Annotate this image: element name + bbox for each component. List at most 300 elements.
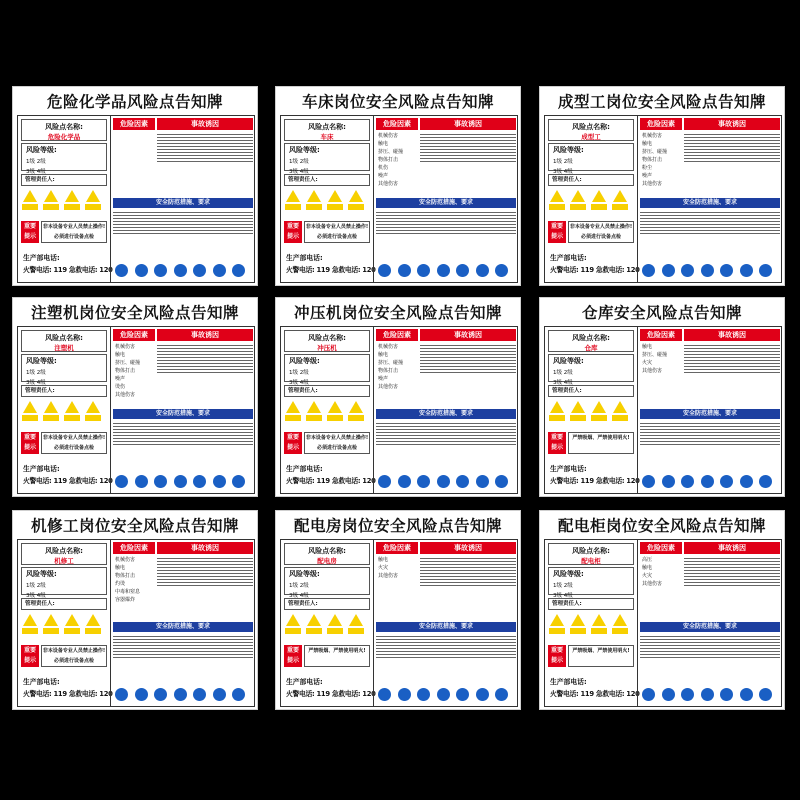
safety-measures-text xyxy=(113,421,253,471)
risk-name-box xyxy=(21,543,107,565)
mandatory-sign-icon xyxy=(642,264,655,277)
text-line xyxy=(376,230,516,231)
production-phone-label: 生产部电话: xyxy=(286,254,323,262)
accident-causes-header: 事故诱因 xyxy=(157,118,253,130)
text-line xyxy=(684,345,780,346)
warning-sign-plate xyxy=(549,628,565,634)
warning-sign-plate xyxy=(64,204,80,210)
text-line xyxy=(684,579,780,580)
warning-triangle-icon xyxy=(550,614,564,626)
mandatory-sign-icon xyxy=(115,264,128,277)
important-notice xyxy=(284,432,370,454)
mandatory-sign-icon xyxy=(378,688,391,701)
warning-sign-plate xyxy=(306,628,322,634)
sign-title: 机修工岗位安全风险点告知牌 xyxy=(30,517,239,535)
warning-triangle-icon xyxy=(286,190,300,202)
warning-triangle-icon xyxy=(23,401,37,413)
safety-measures-text xyxy=(376,634,516,684)
text-line xyxy=(113,218,253,219)
risk-factor-item: 机械伤害 xyxy=(642,133,663,139)
text-line xyxy=(684,558,780,559)
risk-factor-item: 火灾 xyxy=(642,573,653,579)
warning-triangle-icon xyxy=(349,614,363,626)
mandatory-sign-icon xyxy=(662,475,675,488)
mandatory-sign-icon xyxy=(213,264,226,277)
warning-triangle-icon xyxy=(328,190,342,202)
sign-card xyxy=(12,86,258,286)
mandatory-sign-icon xyxy=(193,475,206,488)
warning-triangle-icon xyxy=(44,614,58,626)
text-line xyxy=(420,363,516,364)
warning-triangle-icon xyxy=(23,190,37,202)
risk-factors-header: 危险因素 xyxy=(640,118,682,130)
important-tag xyxy=(284,645,302,667)
risk-factor-item: 噪声 xyxy=(642,173,653,179)
text-line xyxy=(684,585,780,586)
text-line xyxy=(113,215,253,216)
warning-sign-plate xyxy=(306,415,322,421)
level-row: 3级 4级 xyxy=(553,593,573,599)
mandatory-sign-icon xyxy=(193,264,206,277)
text-line xyxy=(113,642,253,643)
sign-card xyxy=(539,86,785,286)
text-line xyxy=(113,230,253,231)
mandatory-sign-icon xyxy=(759,475,772,488)
accident-causes-header: 事故诱因 xyxy=(684,329,780,341)
risk-factors-header: 危险因素 xyxy=(376,118,418,130)
warning-sign-plate xyxy=(285,415,301,421)
mandatory-sign-icon xyxy=(398,475,411,488)
important-word: 重要 xyxy=(550,647,563,654)
mandatory-sign-icon xyxy=(642,688,655,701)
text-line xyxy=(640,426,780,427)
text-line xyxy=(157,351,253,352)
warning-sign-plate xyxy=(22,628,38,634)
level-row: 1级 2级 xyxy=(289,370,309,376)
mandatory-sign-icon xyxy=(232,264,245,277)
ppe-signs xyxy=(376,687,516,703)
text-line xyxy=(376,233,516,234)
text-line xyxy=(157,369,253,370)
risk-level-box xyxy=(284,354,370,386)
text-line xyxy=(376,432,516,433)
risk-factor-item: 容器爆炸 xyxy=(115,597,136,603)
mandatory-sign-icon xyxy=(417,688,430,701)
right-panel xyxy=(373,116,517,282)
accident-causes-header: 事故诱因 xyxy=(684,542,780,554)
safety-measures-header: 安全防范措施、要求 xyxy=(640,198,780,208)
emergency-phones: 火警电话: 119 急救电话: 120 xyxy=(23,690,113,698)
right-panel xyxy=(637,540,781,706)
risk-factor-list xyxy=(113,556,155,620)
text-line xyxy=(376,645,516,646)
text-line xyxy=(420,149,516,150)
text-line xyxy=(420,369,516,370)
sign-card xyxy=(275,297,521,497)
safety-measures-header: 安全防范措施、要求 xyxy=(376,622,516,632)
notice-text: 非本设备专业人员禁止操作! 必须进行设备点检 xyxy=(304,221,370,243)
mandatory-sign-icon xyxy=(701,475,714,488)
important-notice xyxy=(548,221,634,243)
sign-card xyxy=(12,510,258,710)
sign-body xyxy=(280,539,518,707)
mandatory-sign-icon xyxy=(681,264,694,277)
warning-triangle-icon xyxy=(328,401,342,413)
sign-body xyxy=(17,326,255,494)
text-line xyxy=(376,444,516,445)
text-line xyxy=(684,348,780,349)
risk-name-label: 风险点名称: xyxy=(308,123,346,131)
text-line xyxy=(640,648,780,649)
level-row: 3级 4级 xyxy=(26,380,46,386)
text-line xyxy=(640,636,780,637)
text-line xyxy=(684,357,780,358)
accident-causes-header: 事故诱因 xyxy=(157,542,253,554)
text-line xyxy=(157,161,253,162)
text-line xyxy=(420,561,516,562)
mandatory-sign-icon xyxy=(378,264,391,277)
mandatory-sign-icon xyxy=(701,688,714,701)
phone-block xyxy=(21,676,113,704)
warning-signs xyxy=(284,188,370,216)
text-line xyxy=(376,215,516,216)
risk-name-label: 风险点名称: xyxy=(45,547,83,555)
sign-body xyxy=(17,115,255,283)
warning-triangle-icon xyxy=(349,190,363,202)
risk-factor-item: 其他伤害 xyxy=(378,384,399,390)
accident-causes-header: 事故诱因 xyxy=(684,118,780,130)
risk-factors-header: 危险因素 xyxy=(640,542,682,554)
sign-title: 仓库安全风险点告知牌 xyxy=(581,304,742,322)
phone-block xyxy=(548,676,640,704)
warning-signs xyxy=(548,399,634,427)
text-line xyxy=(640,423,780,424)
text-line xyxy=(640,224,780,225)
notice-word: 提示 xyxy=(286,444,299,451)
text-line xyxy=(113,438,253,439)
safety-measures-text xyxy=(113,210,253,260)
ppe-signs xyxy=(376,263,516,279)
sign-title: 配电房岗位安全风险点告知牌 xyxy=(293,517,502,535)
ppe-signs xyxy=(376,474,516,490)
important-notice xyxy=(548,645,634,667)
important-notice xyxy=(21,645,107,667)
accident-causes-header: 事故诱因 xyxy=(420,118,516,130)
production-phone-label: 生产部电话: xyxy=(286,465,323,473)
emergency-phones: 火警电话: 119 急救电话: 120 xyxy=(286,690,376,698)
text-line xyxy=(420,579,516,580)
text-line xyxy=(113,648,253,649)
important-word: 重要 xyxy=(23,434,36,441)
risk-factor-item: 噪声 xyxy=(378,173,389,179)
level-row: 1级 2级 xyxy=(553,583,573,589)
important-word: 重要 xyxy=(550,223,563,230)
production-phone-label: 生产部电话: xyxy=(550,254,587,262)
mandatory-sign-icon xyxy=(154,475,167,488)
important-tag xyxy=(548,432,566,454)
text-line xyxy=(157,357,253,358)
text-line xyxy=(420,360,516,361)
risk-name-box xyxy=(548,330,634,352)
notice-word: 提示 xyxy=(550,444,563,451)
risk-level-label: 风险等级: xyxy=(26,146,57,154)
emergency-phones: 火警电话: 119 急救电话: 120 xyxy=(286,266,376,274)
text-line xyxy=(113,654,253,655)
risk-factor-item: 触电 xyxy=(642,141,653,147)
text-line xyxy=(157,143,253,144)
right-panel xyxy=(373,540,517,706)
text-line xyxy=(420,570,516,571)
warning-sign-plate xyxy=(591,204,607,210)
warning-sign-plate xyxy=(570,204,586,210)
text-line xyxy=(684,158,780,159)
mandatory-sign-icon xyxy=(681,688,694,701)
mandatory-sign-icon xyxy=(135,264,148,277)
mandatory-sign-icon xyxy=(417,475,430,488)
text-line xyxy=(376,221,516,222)
ppe-signs xyxy=(113,474,253,490)
ppe-signs xyxy=(113,687,253,703)
text-line xyxy=(420,155,516,156)
warning-triangle-icon xyxy=(592,401,606,413)
warning-triangle-icon xyxy=(86,614,100,626)
risk-factor-item: 触电 xyxy=(642,344,653,350)
accident-causes-text xyxy=(157,343,253,407)
text-line xyxy=(684,366,780,367)
text-line xyxy=(684,567,780,568)
risk-factor-item: 物体打击 xyxy=(642,157,663,163)
accident-causes-header: 事故诱因 xyxy=(420,542,516,554)
risk-factor-list xyxy=(113,132,155,196)
text-line xyxy=(113,221,253,222)
text-line xyxy=(376,441,516,442)
notice-text: 严禁吸烟、严禁使用明火! xyxy=(568,645,634,667)
text-line xyxy=(113,639,253,640)
important-word: 重要 xyxy=(286,434,299,441)
sign-card xyxy=(275,510,521,710)
text-line xyxy=(420,573,516,574)
left-panel xyxy=(18,116,113,282)
text-line xyxy=(684,582,780,583)
warning-sign-plate xyxy=(64,628,80,634)
text-line xyxy=(420,348,516,349)
risk-factors-header: 危险因素 xyxy=(113,542,155,554)
accident-causes-text xyxy=(684,343,780,407)
warning-sign-plate xyxy=(591,415,607,421)
risk-factor-item: 灼烫 xyxy=(115,581,126,587)
text-line xyxy=(684,354,780,355)
warning-triangle-icon xyxy=(613,614,627,626)
mandatory-sign-icon xyxy=(456,688,469,701)
warning-sign-plate xyxy=(570,415,586,421)
warning-triangle-icon xyxy=(307,614,321,626)
notice-text: 非本设备专业人员禁止操作! 必须进行设备点检 xyxy=(41,221,107,243)
text-line xyxy=(113,423,253,424)
sign-title: 注塑机岗位安全风险点告知牌 xyxy=(30,304,239,322)
sign-card xyxy=(539,297,785,497)
text-line xyxy=(420,357,516,358)
mandatory-sign-icon xyxy=(642,475,655,488)
notice-word: 提示 xyxy=(23,233,36,240)
left-panel xyxy=(545,540,640,706)
risk-name-label: 风险点名称: xyxy=(572,547,610,555)
risk-name-box xyxy=(284,330,370,352)
text-line xyxy=(420,146,516,147)
warning-triangle-icon xyxy=(571,614,585,626)
warning-sign-plate xyxy=(327,415,343,421)
risk-name-box xyxy=(21,330,107,352)
sign-card xyxy=(275,86,521,286)
sign-body xyxy=(280,326,518,494)
risk-factor-item: 机械伤害 xyxy=(115,557,136,563)
text-line xyxy=(684,143,780,144)
text-line xyxy=(684,363,780,364)
warning-sign-plate xyxy=(85,415,101,421)
text-line xyxy=(157,570,253,571)
warning-sign-plate xyxy=(348,628,364,634)
warning-triangle-icon xyxy=(592,190,606,202)
mandatory-sign-icon xyxy=(174,475,187,488)
text-line xyxy=(157,152,253,153)
text-line xyxy=(113,645,253,646)
risk-factor-item: 机械伤害 xyxy=(115,344,136,350)
text-line xyxy=(420,558,516,559)
warning-sign-plate xyxy=(306,204,322,210)
mandatory-sign-icon xyxy=(417,264,430,277)
text-line xyxy=(157,573,253,574)
risk-name-label: 风险点名称: xyxy=(572,334,610,342)
phone-block xyxy=(284,676,376,704)
accident-causes-text xyxy=(157,132,253,196)
risk-name-value: 配电柜 xyxy=(581,557,601,565)
warning-signs xyxy=(548,188,634,216)
text-line xyxy=(640,215,780,216)
text-line xyxy=(640,441,780,442)
risk-factors-header: 危险因素 xyxy=(113,118,155,130)
responsible-label: 管理责任人: xyxy=(21,385,107,397)
text-line xyxy=(684,576,780,577)
risk-factor-item: 触电 xyxy=(378,352,389,358)
important-tag xyxy=(548,645,566,667)
text-line xyxy=(157,354,253,355)
text-line xyxy=(684,564,780,565)
risk-factor-item: 中毒和窒息 xyxy=(115,589,141,595)
text-line xyxy=(113,426,253,427)
risk-level-box xyxy=(21,143,107,175)
text-line xyxy=(684,351,780,352)
warning-sign-plate xyxy=(85,204,101,210)
risk-factor-list xyxy=(640,556,682,620)
risk-name-box xyxy=(21,119,107,141)
phone-block xyxy=(284,463,376,491)
accident-causes-header: 事故诱因 xyxy=(420,329,516,341)
text-line xyxy=(684,155,780,156)
risk-level-box xyxy=(548,143,634,175)
text-line xyxy=(113,444,253,445)
text-line xyxy=(113,212,253,213)
text-line xyxy=(684,360,780,361)
warning-signs xyxy=(21,188,107,216)
ppe-signs xyxy=(113,263,253,279)
text-line xyxy=(376,657,516,658)
risk-name-label: 风险点名称: xyxy=(572,123,610,131)
text-line xyxy=(157,558,253,559)
risk-level-box xyxy=(21,567,107,599)
sign-title: 成型工岗位安全风险点告知牌 xyxy=(557,93,766,111)
mandatory-sign-icon xyxy=(154,688,167,701)
warning-triangle-icon xyxy=(571,401,585,413)
text-line xyxy=(640,645,780,646)
mandatory-sign-icon xyxy=(174,264,187,277)
important-word: 重要 xyxy=(286,223,299,230)
risk-factor-item: 触电 xyxy=(378,557,389,563)
sign-body xyxy=(544,326,782,494)
level-row: 1级 2级 xyxy=(26,159,46,165)
notice-word: 提示 xyxy=(550,657,563,664)
warning-triangle-icon xyxy=(613,190,627,202)
safety-measures-header: 安全防范措施、要求 xyxy=(113,622,253,632)
mandatory-sign-icon xyxy=(662,264,675,277)
text-line xyxy=(684,134,780,135)
risk-name-label: 风险点名称: xyxy=(308,334,346,342)
warning-sign-plate xyxy=(85,628,101,634)
text-line xyxy=(684,570,780,571)
text-line xyxy=(684,152,780,153)
mandatory-sign-icon xyxy=(378,475,391,488)
accident-causes-text xyxy=(420,132,516,196)
risk-factor-item: 其他伤害 xyxy=(378,181,399,187)
risk-factor-item: 触电 xyxy=(115,352,126,358)
risk-name-label: 风险点名称: xyxy=(45,334,83,342)
safety-measures-text xyxy=(640,634,780,684)
emergency-phones: 火警电话: 119 急救电话: 120 xyxy=(550,690,640,698)
text-line xyxy=(420,158,516,159)
sign-title: 配电柜岗位安全风险点告知牌 xyxy=(557,517,766,535)
risk-factor-item: 其他伤害 xyxy=(115,392,136,398)
text-line xyxy=(420,582,516,583)
warning-sign-plate xyxy=(591,628,607,634)
mandatory-sign-icon xyxy=(759,688,772,701)
text-line xyxy=(640,432,780,433)
text-line xyxy=(640,639,780,640)
risk-name-box xyxy=(284,119,370,141)
text-line xyxy=(420,137,516,138)
text-line xyxy=(420,585,516,586)
text-line xyxy=(157,140,253,141)
phone-block xyxy=(548,252,640,280)
level-row: 3级 4级 xyxy=(26,593,46,599)
risk-factor-item: 挤压、碰撞 xyxy=(642,149,668,155)
safety-measures-text xyxy=(113,634,253,684)
warning-triangle-icon xyxy=(613,401,627,413)
risk-factor-item: 挤压、碰撞 xyxy=(115,360,141,366)
text-line xyxy=(640,212,780,213)
mandatory-sign-icon xyxy=(720,688,733,701)
mandatory-sign-icon xyxy=(115,688,128,701)
important-word: 重要 xyxy=(23,223,36,230)
right-panel xyxy=(637,116,781,282)
risk-level-box xyxy=(284,143,370,175)
risk-factor-list xyxy=(376,556,418,620)
notice-word: 提示 xyxy=(23,657,36,664)
responsible-label: 管理责任人: xyxy=(284,385,370,397)
mandatory-sign-icon xyxy=(437,688,450,701)
risk-name-value: 机修工 xyxy=(54,557,74,565)
phone-block xyxy=(21,463,113,491)
production-phone-label: 生产部电话: xyxy=(550,465,587,473)
risk-factor-item: 烫伤 xyxy=(115,384,126,390)
safety-measures-text xyxy=(376,210,516,260)
